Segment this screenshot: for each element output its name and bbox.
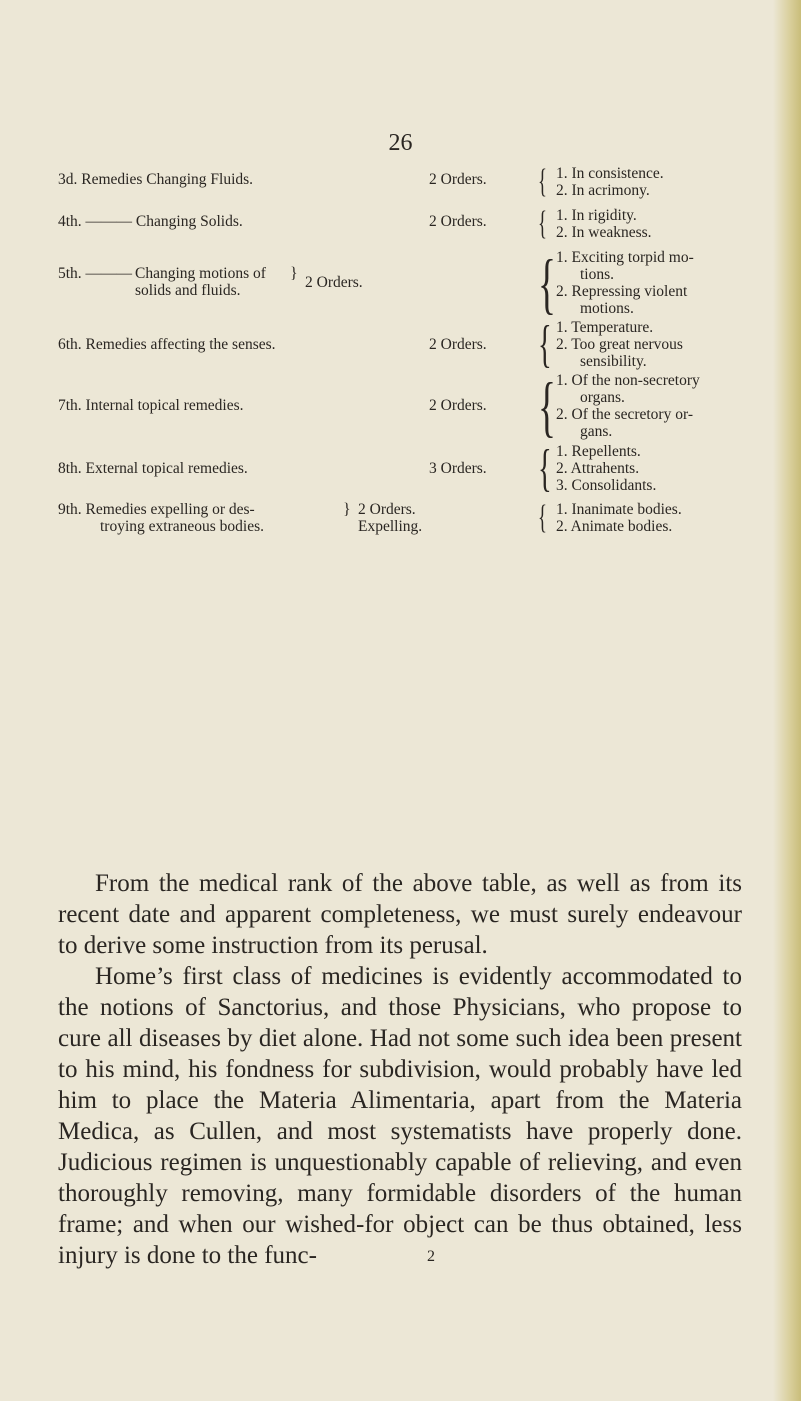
sub-order: 1. In rigidity.: [556, 207, 637, 224]
sub-order: 2. Attrahents.: [556, 460, 640, 477]
sub-orders: [556, 207, 652, 241]
class-label-line: troying extraneous bodies.: [100, 518, 265, 535]
sub-order-cont: motions.: [580, 300, 634, 317]
orders-count: 2 Orders.: [305, 274, 363, 291]
sub-orders: [556, 443, 656, 494]
brace-icon: {: [538, 163, 547, 200]
brace-icon: {: [538, 499, 547, 536]
sub-order-cont: organs.: [580, 389, 625, 406]
sub-order: 1. In consistence.: [556, 165, 664, 182]
sub-order-cont: gans.: [580, 423, 613, 440]
class-label: 4th. ——— Changing Solids.: [58, 213, 243, 230]
class-label: 7th. Internal topical remedies.: [58, 397, 244, 414]
sub-order-cont: sensibility.: [580, 353, 647, 370]
sub-orders: [556, 501, 682, 535]
body-text: [58, 868, 742, 1271]
catchword: 2: [427, 1248, 435, 1265]
brace-icon: {: [538, 245, 556, 321]
class-label: 8th. External topical remedies.: [58, 460, 248, 477]
orders-count: 2 Orders.: [429, 171, 487, 188]
orders-count: 2 Orders.: [429, 397, 487, 414]
sub-order: 2. In acrimony.: [556, 182, 650, 199]
class-label: 5th. ———: [58, 265, 133, 282]
sub-order: 3. Consolidants.: [556, 477, 657, 494]
sub-order: 2. Too great nervous: [556, 336, 683, 353]
paragraph: From the medical rank of the above table, as well as from its recent date and apparent completeness, we must surely endeavour to derive some instruction from its perusal.: [58, 870, 742, 959]
orders-count: 3 Orders.: [429, 460, 487, 477]
sub-order: 1. Inanimate bodies.: [556, 501, 682, 518]
brace-icon: {: [538, 440, 552, 497]
sub-orders: [556, 165, 664, 199]
orders-count: 2 Orders.: [358, 501, 416, 518]
class-label: 9th. Remedies expelling or des-: [58, 501, 255, 518]
sub-order: 1. Exciting torpid mo-: [556, 249, 694, 266]
sub-order: 2. Animate bodies.: [556, 518, 673, 535]
page-number: 26: [388, 130, 413, 156]
brace-icon: }: [343, 501, 351, 518]
sub-order: 1. Repellents.: [556, 443, 641, 460]
class-label: 6th. Remedies affecting the senses.: [58, 336, 276, 353]
brace-icon: {: [538, 205, 547, 242]
sub-orders: [556, 372, 700, 440]
class-label-line: Changing motions of: [135, 265, 266, 282]
paragraph: Home’s first class of medicines is evidently accommodated to the notions of Sanctorius, and those Physicians, who propose to cure all diseases by diet alone. Had not some such idea been present to his mind, his fondness for subdivision, would probably have led him to place the Materia Alimentaria, apart from the Materia Medica, as Cullen, and most systematists have properly done. Judicious regimen is unquestionably capable of relieving, and even thoroughly removing, many formidable disorders of the human frame; and when our wished-for object can be thus obtained, less injury is done to the func-: [58, 963, 742, 1269]
orders-count: 2 Orders.: [429, 336, 487, 353]
sub-order-cont: tions.: [580, 266, 615, 283]
sub-order: 2. Of the secretory or-: [556, 406, 693, 423]
orders-count: 2 Orders.: [429, 213, 487, 230]
sub-orders: [556, 319, 683, 370]
orders-note: Expelling.: [358, 518, 423, 535]
sub-order: 1. Temperature.: [556, 319, 654, 336]
class-label-line: solids and fluids.: [135, 282, 241, 299]
brace-icon: }: [290, 265, 298, 282]
brace-icon: {: [538, 368, 556, 444]
sub-order: 2. Repressing violent: [556, 283, 688, 300]
class-label: 3d. Remedies Changing Fluids.: [58, 171, 254, 188]
brace-icon: {: [538, 316, 552, 373]
sub-order: 1. Of the non-secretory: [556, 372, 700, 389]
page-edge-shadow: [773, 0, 801, 1401]
sub-orders: [556, 249, 694, 317]
sub-order: 2. In weakness.: [556, 224, 652, 241]
